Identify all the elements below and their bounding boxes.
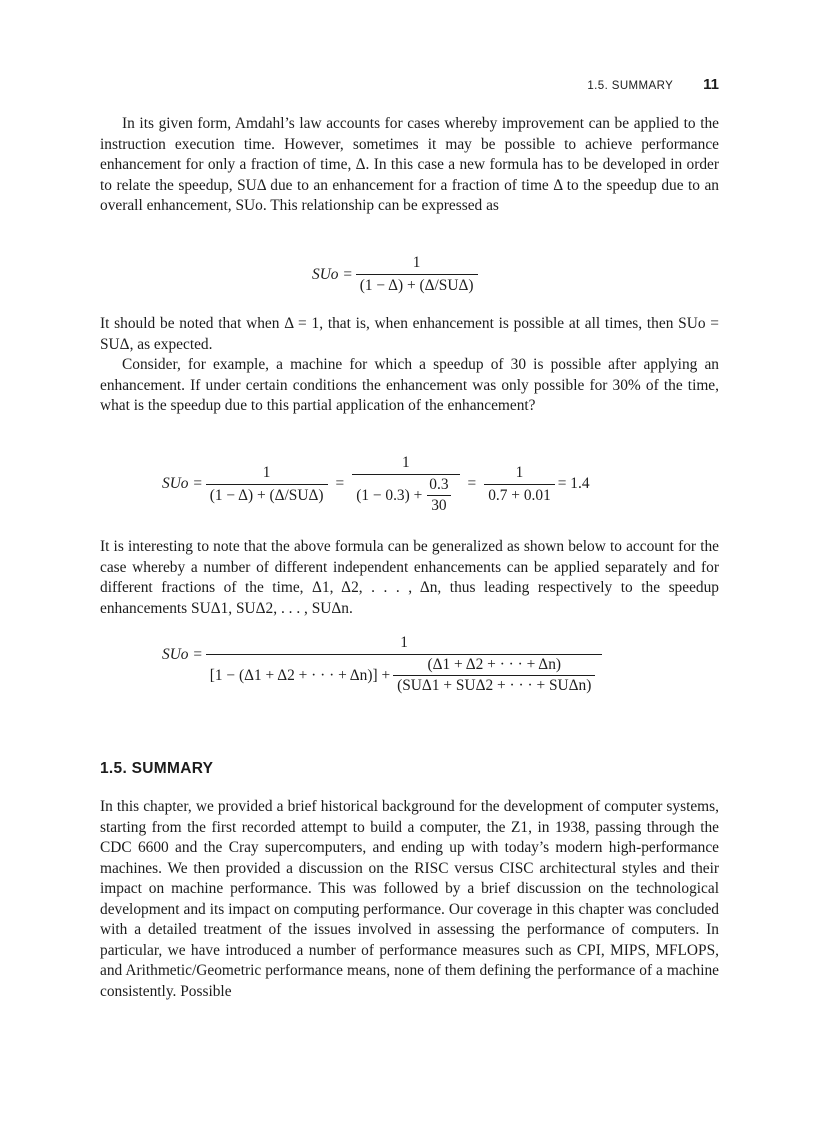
eq2-f2-den-left: (1 − 0.3) + [356,486,423,504]
paragraph-example: Consider, for example, a machine for which a speedup of 30 is possible after applying an enhancement. If under certain conditions the enhancement was only possible for 30% of the time, what is the speedup due to this partial application of the enhancement? [100,356,719,414]
eq2-f1-denominator: (1 − Δ) + (Δ/SUΔ) [206,484,328,505]
eq2-fraction-2 [352,454,459,514]
equation-example [162,454,590,514]
paragraph-summary: In this chapter, we provided a brief historical background for the development of computer systems, starting from the first recorded attempt to build a computer, the Z1, in 1938, passing through the CDC 6600 and the Cray supercomputers, and ending up with today’s modern high-performance machines. We then provided a discussion on the RISC versus CISC architectural styles and their impact on machine performance. This was followed by a brief discussion on the technological development and its impact on computing performance. Our coverage in this chapter was concluded with a detailed treatment of the issues involved in assessing the performance of computers. In particular, we have introduced a number of performance measures such as CPI, MIPS, MFLOPS, and Arithmetic/Geometric performance means, none of them defining the performance of a machine consistently. Possible [100,798,719,1000]
eq2-fraction-1 [206,464,328,505]
paragraph-delta-note: It should be noted that when Δ = 1, that is, when enhancement is possible at all times, then SUo = SUΔ, as expected. [100,315,719,353]
equals-sign: = [335,475,345,492]
eq3-fraction [206,634,603,694]
paragraph-amdahl-fraction: In its given form, Amdahl’s law accounts for cases whereby improvement can be applied to the instruction execution time. However, sometimes it may be possible to achieve performance enhancement for only a fraction of time, Δ. In this case a new formula has to be developed in order to relate the speedup, SUΔ due to an enhancement for a fraction of time Δ to the speedup due to an overall enhancement, SUo. This relationship can be expressed as [100,115,719,214]
eq2-inner-fraction [425,477,452,514]
eq3-inner-fraction [393,657,595,694]
section-heading: 1.5. SUMMARY [100,760,214,777]
eq2-inner-numerator: 0.3 [429,476,449,493]
equation-partial-speedup [312,254,481,295]
eq1-numerator: 1 [412,254,421,271]
eq2-result: = 1.4 [557,475,590,492]
eq1-lhs: SUo = [312,265,353,283]
eq2-f2-denominator [352,474,459,514]
eq2-f1-numerator: 1 [262,463,271,481]
eq2-f2-numerator: 1 [402,454,410,471]
page-number: 11 [703,76,719,93]
eq3-inner-numerator: (Δ1 + Δ2 + · · · + Δn) [427,656,562,673]
paragraph-generalization: It is interesting to note that the above formula can be generalized as shown below to account for the case whereby a number of different independent enhancements can be applied separately and for different fractions of the time, Δ1, Δ2, . . . , Δn, thus leading respectively to the speedup enhancements SUΔ1, SUΔ2, . . . , SUΔn. [100,538,719,617]
eq2-f3-numerator: 1 [515,463,524,481]
eq3-denominator [206,654,603,694]
eq2-inner-denominator: 30 [427,495,450,514]
running-head [587,76,719,93]
eq1-denominator: (1 − Δ) + (Δ/SUΔ) [356,274,478,295]
page [100,0,719,1123]
running-head-section: 1.5. SUMMARY [587,80,674,92]
eq3-numerator: 1 [400,634,408,651]
eq2-fraction-3 [484,464,555,505]
equals-sign: = [467,475,477,492]
eq2-f3-denominator: 0.7 + 0.01 [484,484,555,505]
eq1-fraction [356,254,478,295]
eq3-den-left: [1 − (Δ1 + Δ2 + · · · + Δn)] + [209,666,391,684]
eq3-lhs: SUo = [162,646,203,663]
eq3-inner-denominator: (SUΔ1 + SUΔ2 + · · · + SUΔn) [393,675,595,694]
eq2-lhs: SUo = [162,475,203,492]
equation-generalized [162,634,605,694]
